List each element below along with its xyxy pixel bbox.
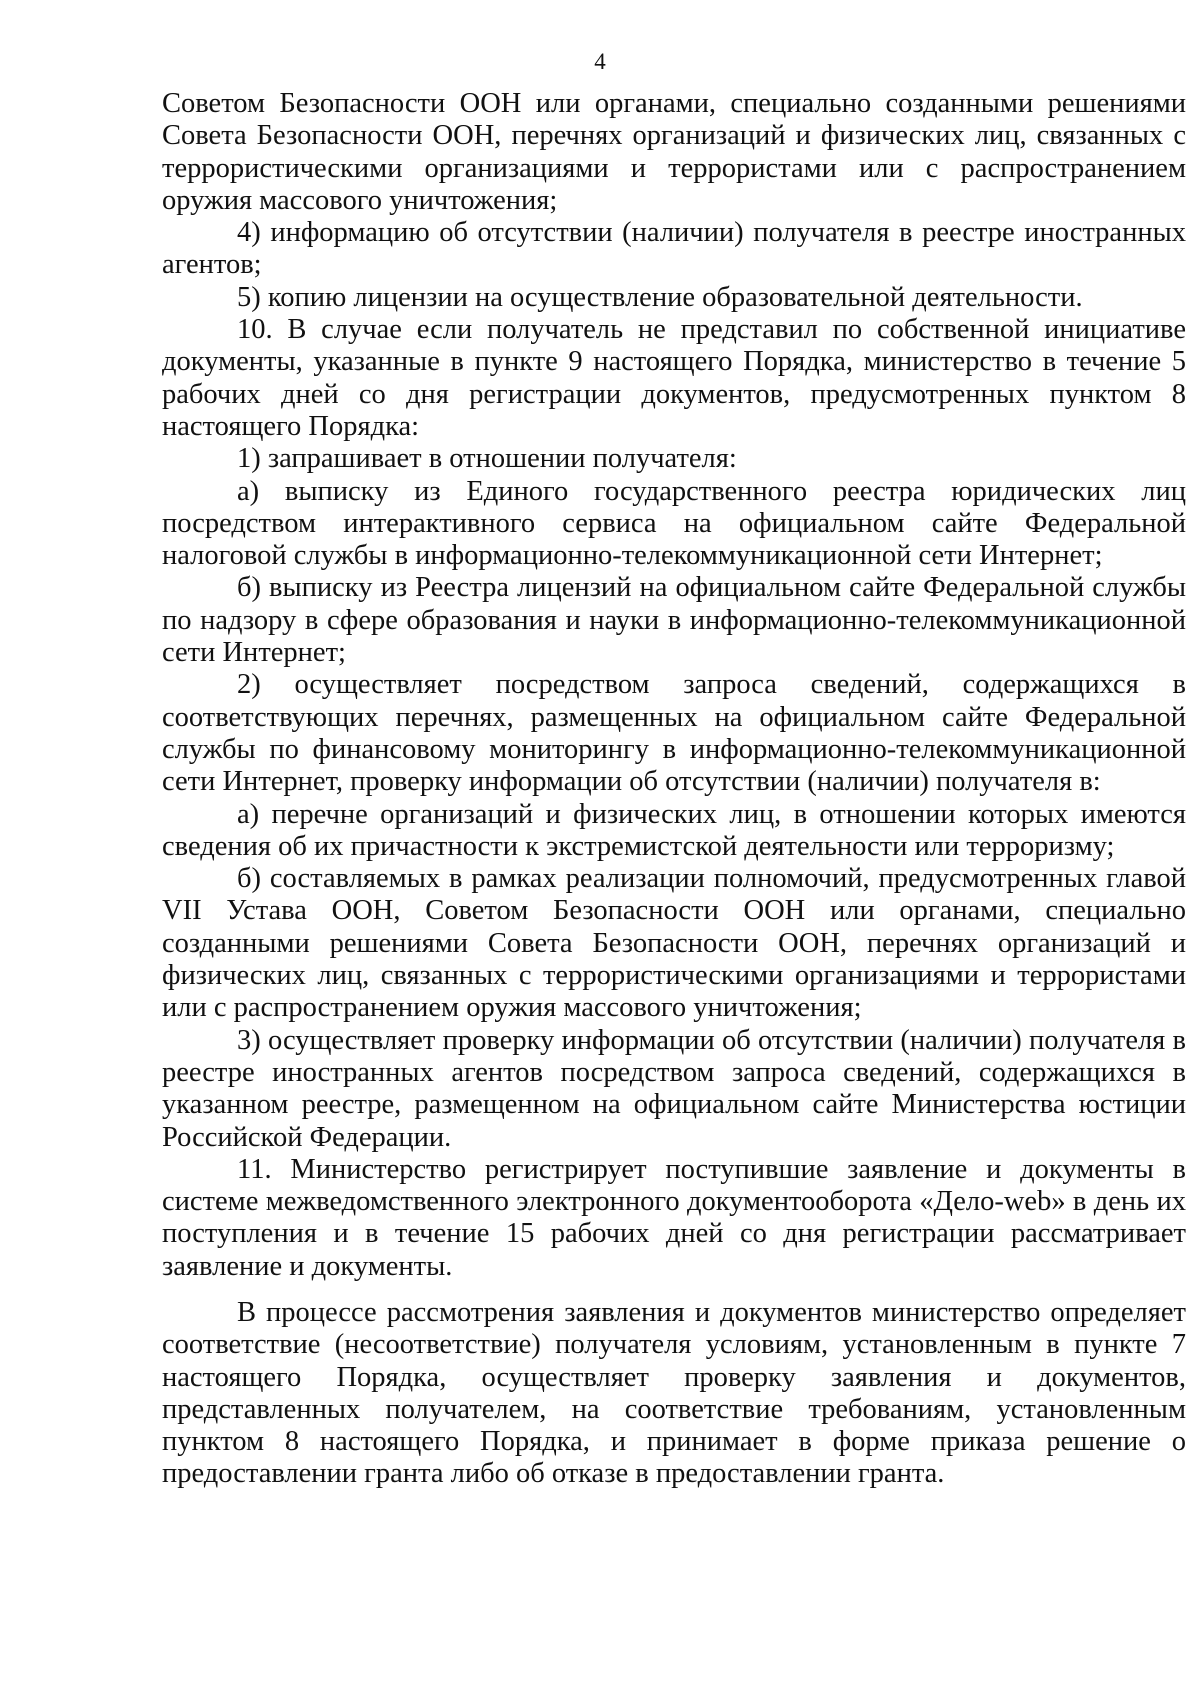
paragraph: В процессе рассмотрения заявления и документов министерство определяет соответствие (несоответствие) получателя условиям, установленным в пункте 7 настоящего Порядка, осуществляет проверку заявления и документов, представленных получателем, на соответствие требованиям, установленным пунктом 8 настоящего Порядка, и принимает в форме приказа решение о предоставлении гранта либо об отказе в предоставлении гранта. [162,1296,1186,1490]
paragraph: б) выписку из Реестра лицензий на официальном сайте Федеральной службы по надзору в сфере образования и науки в информационно-телекоммуникационной сети Интернет; [162,572,1186,669]
paragraph: 4) информацию об отсутствии (наличии) получателя в реестре иностранных агентов; [162,217,1186,281]
paragraph: 11. Министерство регистрирует поступившие заявление и документы в системе межведомственного электронного документооборота «Дело-web» в день их поступления и в течение 15 рабочих дней со дня регистрации рассматривает заявление и документы. [162,1153,1186,1282]
paragraph: 5) копию лицензии на осуществление образовательной деятельности. [237,281,1083,313]
paragraph: б) составляемых в рамках реализации полномочий, предусмотренных главой VII Устава ООН, Советом Безопасности ООН или органами, специально созданными решениями Совета Безопасности ООН, перечнях организаций и физических лиц, связанных с террористическими организациями и террористами или с распространением оружия массового уничтожения; [162,863,1186,1024]
paragraph: 1) запрашивает в отношении получателя: [237,443,737,475]
paragraph: 10. В случае если получатель не представил по собственной инициативе документы, указанные в пункте 9 настоящего Порядка, министерство в течение 5 рабочих дней со дня регистрации документов, предусмотренных пунктом 8 настоящего Порядка: [162,314,1186,442]
paragraph: Советом Безопасности ООН или органами, специально созданными решениями Совета Безопасности ООН, перечнях организаций и физических лиц, связанных с террористическими организациями и террористами или с распространением оружия массового уничтожения; [162,88,1186,216]
page-number: 4 [594,49,606,74]
paragraph: 2) осуществляет посредством запроса сведений, содержащихся в соответствующих перечнях, размещенных на официальном сайте Федеральной службы по финансовому мониторингу в информационно-телекоммуникационной сети Интернет, проверку информации об отсутствии (наличии) получателя в: [162,669,1186,798]
paragraph: 3) осуществляет проверку информации об отсутствии (наличии) получателя в реестре иностранных агентов посредством запроса сведений, содержащихся в указанном реестре, размещенном на официальном сайте Министерства юстиции Российской Федерации. [162,1024,1186,1153]
document-body [162,88,1186,1491]
paragraph: а) перечне организаций и физических лиц, в отношении которых имеются сведения об их причастности к экстремистской деятельности или терроризму; [162,798,1186,862]
paragraph: а) выписку из Единого государственного реестра юридических лиц посредством интерактивного сервиса на официальном сайте Федеральной налоговой службы в информационно-телекоммуникационной сети Интернет; [162,475,1186,572]
